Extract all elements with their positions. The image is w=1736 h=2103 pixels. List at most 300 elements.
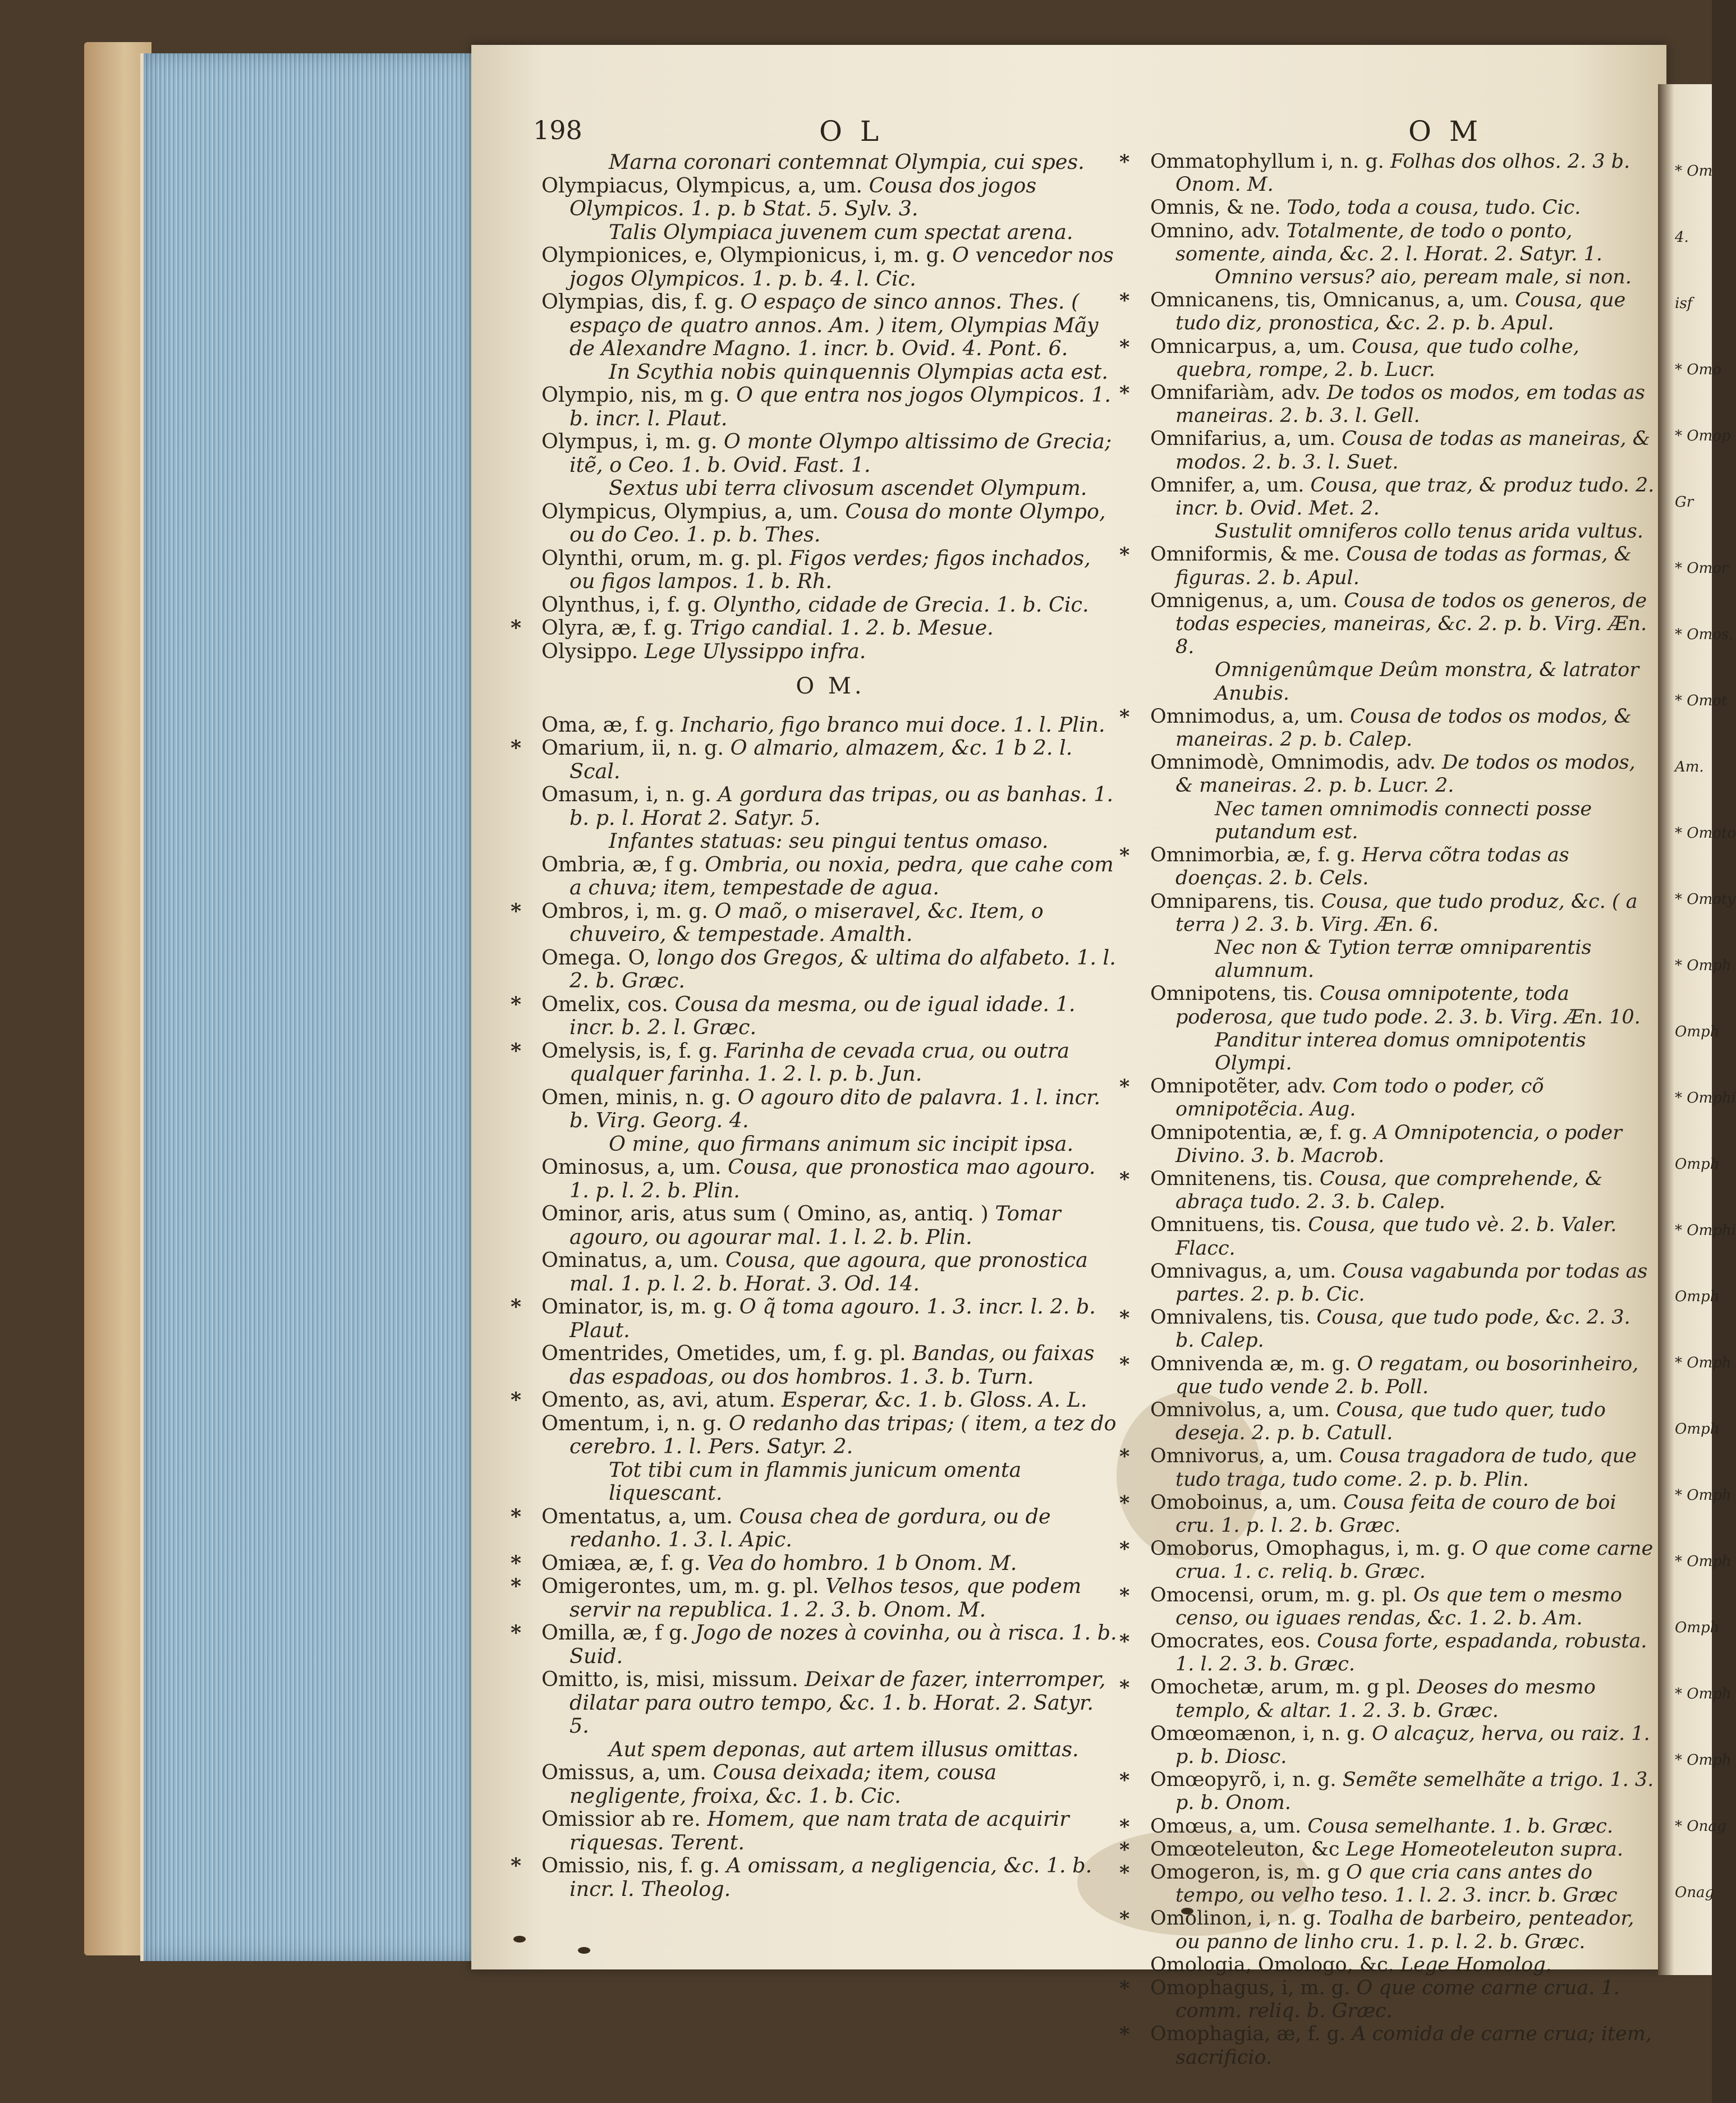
quotation: Nec tamen omnimodis connecti posse putandum est. xyxy=(1215,797,1592,843)
dictionary-entry xyxy=(1119,1676,1655,1722)
entry-definition: Figos verdes; figos inchados, ou figos lampos. 1. b. Rh. xyxy=(570,545,1091,593)
entry-definition: O almario, almazem, &c. 1 b 2. l. Scal. xyxy=(570,736,1073,783)
entry-definition: Cousa, que tudo vè. 2. b. Valer. Flacc. xyxy=(1175,1214,1617,1260)
entry-headword: Omnitenens, tis. xyxy=(1150,1167,1314,1190)
worm-hole xyxy=(578,1947,590,1954)
entry-headword: Omnis, & ne. xyxy=(1150,196,1281,219)
asterisk-marker: * xyxy=(1119,1445,1130,1468)
dictionary-entry xyxy=(1119,1537,1655,1583)
entry-headword: Omnifer, a, um. xyxy=(1150,474,1305,497)
dictionary-entry xyxy=(1119,1491,1655,1537)
dictionary-entry xyxy=(541,1342,1119,1388)
dictionary-entry xyxy=(1119,705,1655,751)
dictionary-entry xyxy=(511,1038,1119,1086)
entry-headword: Omnituens, tis. xyxy=(1150,1214,1302,1237)
entry-headword: Omolinon, i, n. g. xyxy=(1150,1907,1322,1930)
entry-headword: Omitto, is, misi, missum. xyxy=(541,1667,798,1691)
quotation: Nec non & Tytion terræ omniparentis alumnum. xyxy=(1215,936,1592,982)
dictionary-entry xyxy=(511,1574,1119,1622)
entry-headword: Olyra, æ, f. g. xyxy=(541,616,683,640)
entry-headword: Olynthi, orum, m. g. pl. xyxy=(541,545,783,570)
entry-definition: Cousa de todos os generos, de todas especies, maneiras, &c. 2. p. b. Virg. Æn. 8. xyxy=(1175,589,1647,659)
next-page-fragment: * Omph xyxy=(1675,957,1732,974)
dictionary-entry xyxy=(541,1202,1119,1248)
entry-definition: Cousa omnipotente, toda poderosa, que tudo pode. 2. 3. b. Virg. Æn. 10. xyxy=(1175,982,1641,1028)
entry-headword: Omarium, ii, n. g. xyxy=(541,736,724,760)
asterisk-marker: * xyxy=(511,736,522,760)
next-page-fragment: Omph xyxy=(1675,1421,1720,1438)
asterisk-marker: * xyxy=(1119,1167,1130,1191)
entry-definition: O agouro dito de palavra. 1. l. incr. b. Virg. Georg. 4. xyxy=(570,1085,1101,1132)
entry-headword: Olynthus, i, f. g. xyxy=(541,592,707,617)
next-page-fragment: * Omphi xyxy=(1675,1090,1736,1106)
entry-headword: Omega. O, xyxy=(541,945,650,970)
entry-headword: Omœoteleuton, &c xyxy=(1150,1838,1340,1861)
asterisk-marker: * xyxy=(511,1504,522,1528)
entry-headword: Omelix, cos. xyxy=(541,991,669,1016)
entry-definition: Cousa de todos os modos, & maneiras. 2 p. b. Calep. xyxy=(1175,705,1632,751)
next-page-fragment: Omph xyxy=(1675,1023,1720,1040)
entry-definition: Cousa, que tudo colhe, quebra, rompe, 2. b. Lucr. xyxy=(1175,335,1579,381)
asterisk-marker: * xyxy=(1119,150,1130,173)
entry-definition: Cousa chea de gordura, ou de redanho. 1. 3. l. Apic. xyxy=(570,1504,1051,1551)
dictionary-entry xyxy=(511,1388,1119,1412)
dictionary-entry xyxy=(1150,1214,1655,1260)
entry-definition: O monte Olympo altissimo de Grecia; itẽ, o Ceo. 1. b. Ovid. Fast. 1. xyxy=(570,429,1112,477)
entry-headword: Olympicus, Olympius, a, um. xyxy=(541,499,839,524)
entry-definition: Cousa de todas as formas, & figuras. 2. b. Apul. xyxy=(1175,543,1632,589)
asterisk-marker: * xyxy=(1119,1306,1130,1330)
entry-definition: A comida de carne crua; item, sacrificio. xyxy=(1175,2023,1652,2069)
entry-definition: A omissam, a negligencia, &c. 1. b. incr. l. Theolog. xyxy=(570,1853,1092,1901)
entry-headword: Omnipotẽter, adv. xyxy=(1150,1075,1326,1098)
next-page-fragment: * Omoty xyxy=(1675,891,1736,908)
dictionary-entry xyxy=(511,1294,1119,1342)
entry-headword: Omnivagus, a, um. xyxy=(1150,1260,1337,1283)
dictionary-entry xyxy=(541,1668,1119,1738)
entry-definition: Todo, toda a cousa, tudo. Cic. xyxy=(1287,196,1581,219)
entry-definition: De todos os modos, & maneiras. 2. p. b. Lucr. 2. xyxy=(1175,751,1636,797)
dictionary-entry xyxy=(1119,1838,1655,1861)
dictionary-entry xyxy=(541,244,1119,290)
entry-definition: Jogo de nozes à covinha, ou à risca. 1. b. Suid. xyxy=(570,1620,1117,1668)
entry-definition: Cousa forte, espadanda, robusta. 1. l. 2. 3. b. Græc. xyxy=(1175,1630,1647,1676)
entry-headword: Omophagus, i, m. g. xyxy=(1150,1977,1351,2000)
dictionary-entry xyxy=(541,783,1119,829)
entry-headword: Olympias, dis, f. g. xyxy=(541,290,734,314)
entry-definition: Homem, que nam trata de acquirir riquesas. Terent. xyxy=(570,1807,1069,1854)
entry-headword: Omoborus, Omophagus, i, m. g. xyxy=(1150,1537,1466,1560)
entry-definition: O alcaçuz, herva, ou raiz. 1. p. b. Diosc. xyxy=(1175,1722,1650,1769)
entry-definition: O q̃ toma agouro. 1. 3. incr. l. 2. b. Plaut. xyxy=(570,1294,1096,1342)
entry-headword: Omnimorbia, æ, f. g. xyxy=(1150,844,1356,867)
next-page-fragment: * Omos. xyxy=(1675,626,1734,643)
asterisk-marker: * xyxy=(511,1853,522,1877)
dictionary-entry xyxy=(1119,1075,1655,1121)
entry-definition: O que entra nos jogos Olympicos. 1. b. incr. l. Plaut. xyxy=(570,383,1111,430)
dictionary-entry xyxy=(1150,474,1655,520)
next-page-fragment: * Onag xyxy=(1675,1818,1726,1835)
entry-headword: Omnino, adv. xyxy=(1150,219,1280,242)
entry-headword: Ombria, æ, f g. xyxy=(541,852,699,876)
entry-definition: O maõ, o miseravel, &c. Item, o chuveiro, & tempestade. Amalth. xyxy=(570,898,1044,946)
entry-definition: Deixar de fazer, interromper, dilatar para outro tempo, &c. 1. b. Horat. 2. Satyr. 5. xyxy=(570,1667,1106,1738)
asterisk-marker: * xyxy=(1119,2023,1130,2046)
entry-definition: Cousa deixada; item, cousa negligente, froixa, &c. 1. b. Cic. xyxy=(570,1760,997,1808)
dictionary-entry xyxy=(1119,1769,1655,1815)
entry-definition: Os que tem o mesmo censo, ou iguaes rendas, &c. 1. 2. b. Am. xyxy=(1175,1583,1622,1629)
quotation: Omnino versus? aio, peream male, si non. xyxy=(1215,266,1632,289)
dictionary-entry xyxy=(1150,220,1655,266)
entry-headword: Olympiacus, Olympicus, a, um. xyxy=(541,173,862,198)
asterisk-marker: * xyxy=(1119,844,1130,867)
asterisk-marker: * xyxy=(1119,1537,1130,1561)
entry-headword: Omocensi, orum, m. g. pl. xyxy=(1150,1583,1407,1606)
running-head-left: O L xyxy=(819,115,884,148)
entry-headword: Omniparens, tis. xyxy=(1150,890,1315,913)
entry-headword: Omissior ab re. xyxy=(541,1807,701,1831)
dictionary-entry xyxy=(541,946,1119,993)
entry-headword: Omiæa, æ, f. g. xyxy=(541,1550,701,1575)
entry-definition: Lege Ulyssippo infra. xyxy=(644,639,866,663)
quotation: Omnigenûmque Deûm monstra, & latrator Anubis. xyxy=(1215,659,1639,705)
entry-headword: Omnivolus, a, um. xyxy=(1150,1398,1330,1421)
entry-definition: Deoses do mesmo templo, & altar. 1. 2. 3. b. Græc. xyxy=(1175,1676,1596,1722)
dictionary-entry xyxy=(511,898,1119,946)
dictionary-entry xyxy=(541,1412,1119,1458)
dictionary-entry xyxy=(1150,1260,1655,1306)
entry-definition: Cousa do monte Olympo, ou do Ceo. 1. p. b. Thes. xyxy=(570,499,1106,547)
asterisk-marker: * xyxy=(1119,1583,1130,1607)
dictionary-entry xyxy=(541,853,1119,899)
entry-headword: Ominosus, a, um. xyxy=(541,1155,722,1179)
entry-definition: Cousa dos jogos Olympicos. 1. p. b Stat. 5. Sylv. 3. xyxy=(570,173,1037,221)
entry-headword: Omentatus, a, um. xyxy=(541,1504,733,1528)
asterisk-marker: * xyxy=(1119,1075,1130,1099)
entry-headword: Omologia, Omologo, &c. xyxy=(1150,1953,1394,1976)
asterisk-marker: * xyxy=(1119,1815,1130,1838)
entry-definition: O que come carne crua. 1. c. reliq. b. Græc. xyxy=(1175,1537,1654,1583)
next-page-edge xyxy=(1658,84,1736,1975)
entry-headword: Omogeron, is, m. g xyxy=(1150,1861,1340,1884)
entry-definition: De todos os modos, em todas as maneiras. 2. b. 3. l. Gell. xyxy=(1175,382,1645,428)
entry-definition: Folhas dos olhos. 2. 3 b. Onom. M. xyxy=(1175,150,1631,196)
next-page-fragment: * Omph xyxy=(1675,1354,1732,1371)
entry-definition: Lege Homolog. xyxy=(1400,1953,1552,1976)
asterisk-marker: * xyxy=(1119,1630,1130,1653)
dictionary-entry xyxy=(1150,1954,1655,1977)
dictionary-entry xyxy=(541,713,1119,737)
entry-headword: Omigerontes, um, m. g. pl. xyxy=(541,1574,819,1598)
entry-headword: Omentrides, Ometides, um, f. g. pl. xyxy=(541,1341,906,1365)
entry-definition: Cousa, que pronostica mao agouro. 1. p. l. 2. b. Plin. xyxy=(570,1155,1096,1202)
next-page-fragment: * Omor xyxy=(1675,560,1729,577)
dictionary-entry xyxy=(1150,890,1655,936)
entry-definition: Cousa semelhante. 1. b. Græc. xyxy=(1307,1815,1613,1838)
asterisk-marker: * xyxy=(1119,289,1130,313)
entry-headword: Omasum, i, n. g. xyxy=(541,782,711,806)
entry-definition: Toalha de barbeiro, penteador, ou panno de linho cru. 1. p. l. 2. b. Græc. xyxy=(1175,1907,1634,1953)
dictionary-entry xyxy=(541,430,1119,476)
entry-definition: Cousa feita de couro de boi cru. 1. p. l. 2. b. Græc. xyxy=(1175,1491,1616,1537)
quotation: Marna coronari contemnat Olympia, cui spes. xyxy=(609,150,1085,174)
entry-headword: Omen, minis, n. g. xyxy=(541,1085,731,1109)
entry-definition: Cousa, que tudo pode, &c. 2. 3. b. Calep. xyxy=(1175,1306,1631,1352)
dictionary-entry xyxy=(511,1853,1119,1901)
entry-definition: Cousa, que tudo produz, &c. ( a terra ) 2. 3. b. Virg. Æn. 6. xyxy=(1175,890,1638,936)
dictionary-entry xyxy=(511,736,1119,783)
entry-definition: Cousa tragadora de tudo, que tudo traga, tudo come. 2. p. b. Plin. xyxy=(1175,1445,1637,1491)
entry-headword: Omnifariàm, adv. xyxy=(1150,382,1321,405)
dictionary-entry xyxy=(541,1807,1119,1854)
dictionary-entry xyxy=(1150,590,1655,659)
entry-headword: Omochetæ, arum, m. g pl. xyxy=(1150,1676,1411,1699)
asterisk-marker: * xyxy=(1119,1977,1130,2000)
next-page-fragment: * Om xyxy=(1675,163,1713,180)
entry-headword: Omelysis, is, f. g. xyxy=(541,1038,718,1063)
entry-definition: O vencedor nos jogos Olympicos. 1. p. b. 4. l. Cic. xyxy=(570,243,1114,291)
next-page-fragment: * Omph xyxy=(1675,1487,1732,1504)
dictionary-entry xyxy=(1119,1352,1655,1399)
entry-headword: Omnivorus, a, um. xyxy=(1150,1445,1333,1468)
entry-headword: Olympionices, e, Olympionicus, i, m. g. xyxy=(541,243,946,267)
entry-definition: Com todo o poder, cõ omnipotẽcia. Aug. xyxy=(1175,1075,1544,1121)
entry-headword: Omilla, æ, f g. xyxy=(541,1620,689,1645)
entry-headword: Olympio, nis, m g. xyxy=(541,383,730,407)
asterisk-marker: * xyxy=(511,616,522,640)
page-number: 198 xyxy=(533,115,582,145)
entry-headword: Omissus, a, um. xyxy=(541,1760,706,1784)
entry-headword: Olympus, i, m. g. xyxy=(541,429,718,453)
entry-definition: A gordura das tripas, ou as banhas. 1. b. p. l. Horat 2. Satyr. 5. xyxy=(570,782,1114,830)
entry-headword: Omnivalens, tis. xyxy=(1150,1306,1311,1329)
quotation: Talis Olympiaca juvenem cum spectat arena. xyxy=(609,219,1073,244)
entry-headword: Omniformis, & me. xyxy=(1150,543,1340,566)
dictionary-entry xyxy=(1119,335,1655,382)
asterisk-marker: * xyxy=(511,1550,522,1575)
entry-definition: Cousa vagabunda por todas as partes. 2. p. b. Cic. xyxy=(1175,1260,1648,1306)
entry-definition: Totalmente, de todo o ponto, somente, ainda, &c. 2. l. Horat. 2. Satyr. 1. xyxy=(1175,219,1602,265)
asterisk-marker: * xyxy=(511,1388,522,1412)
quotation: Aut spem deponas, aut artem illusus omittas. xyxy=(609,1737,1079,1761)
entry-headword: Omentum, i, n. g. xyxy=(541,1411,723,1435)
dictionary-entry xyxy=(541,500,1119,547)
asterisk-marker: * xyxy=(511,1620,522,1645)
entry-definition: Trigo candial. 1. 2. b. Mesue. xyxy=(690,616,994,640)
dictionary-entry xyxy=(1119,1861,1655,1907)
dictionary-entry xyxy=(1119,1306,1655,1352)
entry-definition: Tomar agouro, ou agourar mal. 1. l. 2. b. Plin. xyxy=(570,1201,1061,1249)
next-page-fragment: * Omo xyxy=(1675,361,1721,378)
entry-definition: Inchario, figo branco mui doce. 1. l. Plin. xyxy=(681,712,1105,737)
dictionary-entry xyxy=(541,1086,1119,1132)
page-edges xyxy=(140,53,486,1961)
entry-definition: Cousa, que traz, & produz tudo. 2. incr. b. Ovid. Met. 2. xyxy=(1175,474,1655,520)
entry-definition: Ombria, ou noxia, pedra, que cahe com a chuva; item, tempestade de agua. xyxy=(570,852,1114,899)
dictionary-entry xyxy=(541,1155,1119,1202)
dictionary-entry xyxy=(1119,1977,1655,2023)
asterisk-marker: * xyxy=(1119,1861,1130,1885)
worm-hole xyxy=(513,1936,526,1943)
dictionary-entry xyxy=(541,1248,1119,1295)
entry-headword: Omnicarpus, a, um. xyxy=(1150,335,1345,358)
next-page-fragment: Omph xyxy=(1675,1156,1720,1173)
dictionary-entry xyxy=(1150,428,1655,474)
quotation: In Scythia nobis quinquennis Olympias acta est. xyxy=(609,359,1109,384)
entry-headword: Omissio, nis, f. g. xyxy=(541,1853,720,1877)
entry-definition: O que come carne crua. 1. comm. reliq. b. Græc. xyxy=(1175,1977,1620,2023)
entry-headword: Omophagia, æ, f. g. xyxy=(1150,2023,1346,2046)
dictionary-entry xyxy=(1119,1815,1655,1838)
section-title: O M. xyxy=(796,673,865,699)
asterisk-marker: * xyxy=(1119,382,1130,405)
entry-headword: Omœus, a, um. xyxy=(1150,1815,1302,1838)
dictionary-entry xyxy=(1119,1907,1655,1953)
entry-headword: Ominatus, a, um. xyxy=(541,1248,719,1272)
entry-definition: Velhos tesos, que podem servir na republica. 1. 2. 3. b. Onom. M. xyxy=(570,1574,1082,1622)
asterisk-marker: * xyxy=(511,1574,522,1598)
asterisk-marker: * xyxy=(1119,1491,1130,1514)
entry-definition: O que cria cans antes do tempo, ou velho teso. 1. l. 2. 3. incr. b. Græc xyxy=(1175,1861,1618,1907)
dictionary-entry xyxy=(1150,982,1655,1028)
right-entries xyxy=(1119,150,1655,2069)
entry-definition: longo dos Gregos, & ultima do alfabeto. 1. l. 2. b. Græc. xyxy=(570,945,1116,993)
entry-headword: Omnivenda æ, m. g. xyxy=(1150,1352,1351,1375)
next-page-fragment: Omph xyxy=(1675,1619,1720,1636)
right-column xyxy=(1119,150,1655,2069)
entry-definition: O espaço de sinco annos. Thes. ( espaço de quatro annos. Am. ) item, Olympias Mãy de Alexandre Magno. 1. incr. b. Ovid. 4. Pont. 6. xyxy=(570,290,1099,360)
next-page-fragment: * Omoto xyxy=(1675,825,1736,842)
dictionary-entry xyxy=(1119,382,1655,428)
entry-headword: Omnigenus, a, um. xyxy=(1150,589,1338,612)
dictionary-entry xyxy=(511,1620,1119,1668)
entry-headword: Omnimodè, Omnimodis, adv. xyxy=(1150,751,1436,774)
asterisk-marker: * xyxy=(1119,1907,1130,1931)
asterisk-marker: * xyxy=(1119,1676,1130,1700)
dictionary-entry xyxy=(541,547,1119,593)
dictionary-entry xyxy=(541,640,1119,663)
asterisk-marker: * xyxy=(1119,543,1130,567)
left-entries-1 xyxy=(511,150,1119,663)
entry-definition: A Omnipotencia, o poder Divino. 3. b. Macrob. xyxy=(1175,1121,1622,1167)
next-page-fragment: Am. xyxy=(1675,759,1704,775)
asterisk-marker: * xyxy=(511,1038,522,1063)
dictionary-entry xyxy=(511,616,1119,640)
next-page-fragment: * Omphi xyxy=(1675,1222,1736,1239)
entry-headword: Oma, æ, f. g. xyxy=(541,712,675,737)
next-page-fragment: Omph xyxy=(1675,1288,1720,1305)
next-page-fragment: * Omot xyxy=(1675,692,1728,709)
dictionary-entry xyxy=(541,383,1119,430)
entry-headword: Omoboinus, a, um. xyxy=(1150,1491,1337,1514)
next-page-fragment: * Omop xyxy=(1675,428,1731,444)
entry-headword: Olysippo. xyxy=(541,639,639,663)
dictionary-entry xyxy=(1119,543,1655,589)
entry-definition: Cousa, que comprehende, & abraça tudo. 2. 3. b. Calep. xyxy=(1175,1167,1603,1214)
asterisk-marker: * xyxy=(1119,1352,1130,1376)
dictionary-entry xyxy=(511,1550,1119,1575)
quotation: O mine, quo firmans animum sic incipit ipsa. xyxy=(609,1131,1074,1156)
dictionary-entry xyxy=(1150,1122,1655,1168)
entry-definition: Semẽte semelhãte a trigo. 1. 3. p. b. Onom. xyxy=(1175,1769,1654,1815)
left-column xyxy=(511,150,1119,1901)
entry-definition: Lege Homeoteleuton supra. xyxy=(1345,1838,1624,1861)
entry-definition: Cousa, que tudo diz, pronostica, &c. 2. p. b. Apul. xyxy=(1175,289,1626,335)
next-page-fragment: 4. xyxy=(1675,229,1689,246)
asterisk-marker: * xyxy=(511,898,522,923)
asterisk-marker: * xyxy=(1119,1769,1130,1792)
entry-headword: Omento, as, avi, atum. xyxy=(541,1388,775,1412)
dictionary-entry xyxy=(1150,1723,1655,1769)
entry-definition: Cousa, que agoura, que pronostica mal. 1. p. l. 2. b. Horat. 3. Od. 14. xyxy=(570,1248,1088,1296)
entry-definition: O regatam, ou bosorinheiro, que tudo vende 2. b. Poll. xyxy=(1175,1352,1639,1398)
asterisk-marker: * xyxy=(511,1294,522,1319)
entry-definition: Herva cõtra todas as doenças. 2. b. Cels. xyxy=(1175,844,1569,890)
quotation: Tot tibi cum in flammis junicum omenta liquescant. xyxy=(609,1457,1022,1505)
entry-headword: Omœomænon, i, n. g. xyxy=(1150,1722,1366,1745)
dictionary-entry xyxy=(541,1761,1119,1807)
entry-definition: Bandas, ou faixas das espadoas, ou dos hombros. 1. 3. b. Turn. xyxy=(570,1341,1095,1389)
entry-headword: Ominator, is, m. g. xyxy=(541,1294,733,1319)
quotation: Sustulit omniferos collo tenus arida vultus. xyxy=(1215,520,1643,543)
next-page-fragment: Gr xyxy=(1675,494,1694,511)
next-page-fragment: * Omph xyxy=(1675,1686,1732,1702)
entry-headword: Omnicanens, tis, Omnicanus, a, um. xyxy=(1150,289,1509,312)
entry-headword: Omnipotentia, æ, f. g. xyxy=(1150,1121,1368,1144)
dictionary-entry xyxy=(1119,1445,1655,1491)
next-page-fragment: Onag xyxy=(1675,1884,1715,1901)
dictionary-entry xyxy=(1150,751,1655,797)
asterisk-marker: * xyxy=(1119,335,1130,359)
dictionary-entry xyxy=(541,174,1119,221)
entry-definition: Cousa, que tudo quer, tudo deseja. 2. p. b. Catull. xyxy=(1175,1398,1606,1445)
dictionary-entry xyxy=(541,593,1119,617)
dictionary-entry xyxy=(1119,1583,1655,1630)
entry-headword: Ommatophyllum i, n. g. xyxy=(1150,150,1384,173)
dictionary-entry xyxy=(541,290,1119,360)
dictionary-entry xyxy=(511,1504,1119,1551)
entry-definition: Vea do hombro. 1 b Onom. M. xyxy=(706,1550,1017,1575)
entry-headword: Omocrates, eos. xyxy=(1150,1630,1311,1652)
entry-definition: Esperar, &c. 1. b. Gloss. A. L. xyxy=(782,1388,1087,1412)
next-page-fragment: isf xyxy=(1675,295,1693,312)
entry-headword: Omnifarius, a, um. xyxy=(1150,428,1336,451)
next-page-fragment: * Omph xyxy=(1675,1553,1732,1570)
running-head-right: O M xyxy=(1408,115,1483,148)
entry-headword: Ominor, aris, atus sum ( Omino, as, antiq. ) xyxy=(541,1201,989,1225)
dictionary-entry xyxy=(1119,150,1655,196)
left-entries-2 xyxy=(511,712,1119,1901)
quotation: Panditur interea domus omnipotentis Olympi. xyxy=(1215,1028,1586,1075)
asterisk-marker: * xyxy=(1119,705,1130,728)
dictionary-entry xyxy=(1150,1399,1655,1445)
entry-headword: Ombros, i, m. g. xyxy=(541,898,708,923)
entry-definition: Farinha de cevada crua, ou outra qualquer farinha. 1. 2. l. p. b. Jun. xyxy=(570,1038,1070,1086)
dictionary-entry xyxy=(1119,1167,1655,1214)
dictionary-entry xyxy=(1119,2023,1655,2069)
entry-headword: Omnipotens, tis. xyxy=(1150,982,1314,1005)
asterisk-marker: * xyxy=(511,991,522,1016)
dictionary-entry xyxy=(1119,289,1655,335)
entry-definition: Cousa da mesma, ou de igual idade. 1. incr. b. 2. l. Græc. xyxy=(570,991,1076,1039)
dictionary-entry xyxy=(1119,1630,1655,1676)
entry-definition: O redanho das tripas; ( item, a tez do cerebro. 1. l. Pers. Satyr. 2. xyxy=(570,1411,1117,1458)
quotation: Sextus ubi terra clivosum ascendet Olympum. xyxy=(609,476,1087,500)
dictionary-entry xyxy=(1150,196,1655,219)
next-page-fragment: * Omph xyxy=(1675,1752,1732,1769)
dictionary-entry xyxy=(1119,844,1655,890)
entry-definition: Cousa de todas as maneiras, & modos. 2. b. 3. l. Suet. xyxy=(1175,428,1650,474)
